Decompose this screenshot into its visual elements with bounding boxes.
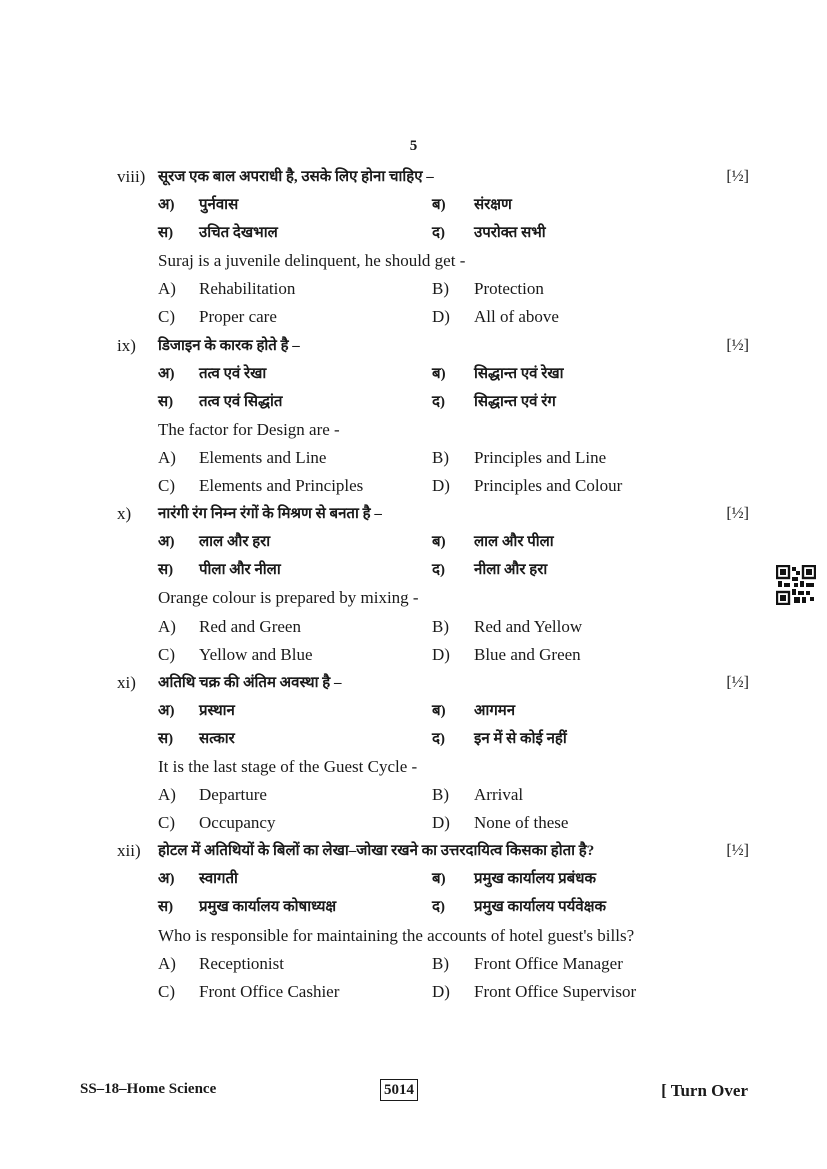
options-row-hindi	[117, 388, 749, 416]
question-text-hindi: सूरज एक बाल अपराधी है, उसके लिए होना चाहिए –	[158, 169, 434, 185]
option-text: प्रमुख कार्यालय प्रबंधक	[474, 871, 596, 888]
option-label: A)	[158, 785, 176, 805]
option-text: Rehabilitation	[199, 279, 296, 299]
question-block	[117, 332, 749, 501]
options-row-hindi	[117, 528, 749, 556]
option-label: D)	[432, 307, 450, 327]
option-text: Occupancy	[199, 813, 276, 833]
marks-label: [½]	[726, 505, 749, 523]
option-label: स)	[158, 730, 174, 747]
option-text: Yellow and Blue	[199, 644, 313, 664]
option-text: Receptionist	[199, 953, 284, 973]
option-text: Front Office Manager	[474, 953, 623, 973]
option-text: संरक्षण	[474, 197, 512, 214]
question-block	[117, 837, 749, 1006]
question-text-hindi: डिजाइन के कारक होते है –	[158, 337, 300, 354]
question-heading	[117, 837, 749, 865]
options-row-hindi	[117, 893, 749, 921]
option-text: None of these	[474, 813, 569, 833]
option-label: अ)	[158, 871, 175, 888]
question-heading	[117, 332, 749, 360]
option-text: लाल और पीला	[474, 534, 554, 551]
option-label: C)	[158, 307, 175, 327]
options-row-english	[117, 781, 749, 809]
option-label: B)	[432, 447, 449, 467]
question-text-english: It is the last stage of the Guest Cycle -	[158, 756, 418, 776]
option-label: स)	[158, 393, 174, 410]
question-text-english: Suraj is a juvenile delinquent, he should get -	[158, 251, 466, 271]
option-label: द)	[432, 393, 445, 410]
option-text: लाल और हरा	[199, 534, 271, 551]
question-text-english: Who is responsible for maintaining the accounts of hotel guest's bills?	[158, 925, 635, 945]
option-label: अ)	[158, 534, 175, 551]
question-block	[117, 669, 749, 838]
option-label: ब)	[432, 871, 446, 888]
option-label: D)	[432, 981, 450, 1001]
option-label: द)	[432, 730, 445, 747]
option-text: उपरोक्त सभी	[474, 225, 546, 242]
option-label: C)	[158, 644, 175, 664]
options-row-hindi	[117, 697, 749, 725]
question-text-english-row	[117, 584, 749, 612]
option-text: Departure	[199, 785, 267, 805]
option-label: B)	[432, 953, 449, 973]
page-number: 5	[409, 138, 418, 154]
option-label: ब)	[432, 197, 446, 214]
question-number: xii)	[117, 841, 141, 861]
option-text: पुर्नवास	[199, 197, 239, 214]
option-label: B)	[432, 279, 449, 299]
option-text: Protection	[474, 279, 544, 299]
option-label: D)	[432, 476, 450, 496]
question-number: ix)	[117, 335, 136, 355]
option-label: B)	[432, 616, 449, 636]
option-text: प्रमुख कार्यालय पर्यवेक्षक	[474, 899, 606, 916]
options-row-hindi	[117, 725, 749, 753]
question-text-hindi: अतिथि चक्र की अंतिम अवस्था है –	[158, 674, 342, 691]
question-text-hindi: होटल में अतिथियों के बिलों का लेखा–जोखा रखने का उत्तरदायित्व किसका होता है?	[158, 843, 595, 860]
option-label: द)	[432, 225, 445, 242]
option-label: B)	[432, 785, 449, 805]
option-label: C)	[158, 813, 175, 833]
option-text: Principles and Colour	[474, 476, 623, 496]
question-heading	[117, 669, 749, 697]
paper-code: SS–18–Home Science	[80, 1081, 217, 1097]
options-row-english	[117, 613, 749, 641]
option-text: Proper care	[199, 307, 277, 327]
option-label: अ)	[158, 365, 175, 382]
option-text: तत्व एवं रेखा	[199, 365, 267, 382]
question-list	[117, 163, 749, 1006]
question-text-english-row	[117, 922, 749, 950]
option-text: इन में से कोई नहीं	[474, 730, 567, 747]
paper-number-box: 5014	[380, 1079, 418, 1101]
option-label: ब)	[432, 534, 446, 551]
question-text-english-row	[117, 247, 749, 275]
option-text: Red and Yellow	[474, 616, 583, 636]
option-text: सिद्धान्त एवं रंग	[474, 393, 556, 410]
option-label: द)	[432, 899, 445, 916]
question-text-english: Orange colour is prepared by mixing -	[158, 588, 419, 608]
option-text: स्वागती	[199, 871, 238, 888]
marks-label: [½]	[726, 842, 749, 860]
option-text: प्रस्थान	[199, 702, 235, 719]
option-label: C)	[158, 476, 175, 496]
option-label: A)	[158, 616, 176, 636]
option-text: Red and Green	[199, 616, 301, 636]
option-label: स)	[158, 899, 174, 916]
option-label: स)	[158, 562, 174, 579]
option-text: All of above	[474, 307, 559, 327]
question-text-english-row	[117, 753, 749, 781]
options-row-hindi	[117, 556, 749, 584]
option-text: Blue and Green	[474, 644, 581, 664]
options-row-english	[117, 641, 749, 669]
question-block	[117, 500, 749, 669]
options-row-english	[117, 978, 749, 1006]
option-label: D)	[432, 644, 450, 664]
option-label: अ)	[158, 702, 175, 719]
options-row-hindi	[117, 191, 749, 219]
marks-label: [½]	[726, 168, 749, 185]
question-text-hindi: नारंगी रंग निम्न रंगों के मिश्रण से बनता है –	[158, 506, 382, 523]
options-row-english	[117, 472, 749, 500]
question-number: xi)	[117, 672, 136, 692]
option-label: A)	[158, 279, 176, 299]
question-heading	[117, 163, 749, 191]
option-label: A)	[158, 953, 176, 973]
option-text: Front Office Cashier	[199, 981, 340, 1001]
option-label: D)	[432, 813, 450, 833]
question-number: viii)	[117, 167, 146, 186]
question-text-english: The factor for Design are -	[158, 419, 340, 439]
option-label: A)	[158, 447, 176, 467]
question-text-english-row	[117, 416, 749, 444]
option-text: पीला और नीला	[199, 562, 281, 579]
options-row-hindi	[117, 219, 749, 247]
option-text: Arrival	[474, 785, 524, 805]
option-label: स)	[158, 225, 174, 242]
option-label: ब)	[432, 702, 446, 719]
question-heading	[117, 500, 749, 528]
marks-label: [½]	[726, 673, 749, 691]
option-text: तत्व एवं सिद्धांत	[199, 393, 283, 410]
option-text: Elements and Line	[199, 447, 327, 467]
option-label: द)	[432, 562, 445, 579]
turn-over-note: [ Turn Over	[661, 1081, 748, 1100]
options-row-hindi	[117, 360, 749, 388]
option-text: सिद्धान्त एवं रेखा	[474, 365, 564, 382]
option-label: C)	[158, 981, 175, 1001]
question-number: x)	[117, 504, 132, 524]
options-row-english	[117, 809, 749, 837]
qr-code-icon	[776, 565, 816, 605]
option-text: Front Office Supervisor	[474, 981, 637, 1001]
options-row-english	[117, 950, 749, 978]
page-footer	[80, 1079, 748, 1103]
option-text: उचित देखभाल	[199, 225, 278, 242]
options-row-hindi	[117, 865, 749, 893]
option-text: नीला और हरा	[474, 562, 548, 579]
option-label: अ)	[158, 197, 175, 214]
options-row-english	[117, 444, 749, 472]
option-label: ब)	[432, 365, 446, 382]
marks-label: [½]	[726, 336, 749, 354]
option-text: Elements and Principles	[199, 476, 364, 496]
option-text: Principles and Line	[474, 447, 607, 467]
question-block	[117, 163, 749, 332]
options-row-english	[117, 303, 749, 331]
options-row-english	[117, 275, 749, 303]
option-text: सत्कार	[199, 730, 235, 747]
option-text: आगमन	[474, 702, 516, 719]
option-text: प्रमुख कार्यालय कोषाध्यक्ष	[199, 899, 337, 916]
